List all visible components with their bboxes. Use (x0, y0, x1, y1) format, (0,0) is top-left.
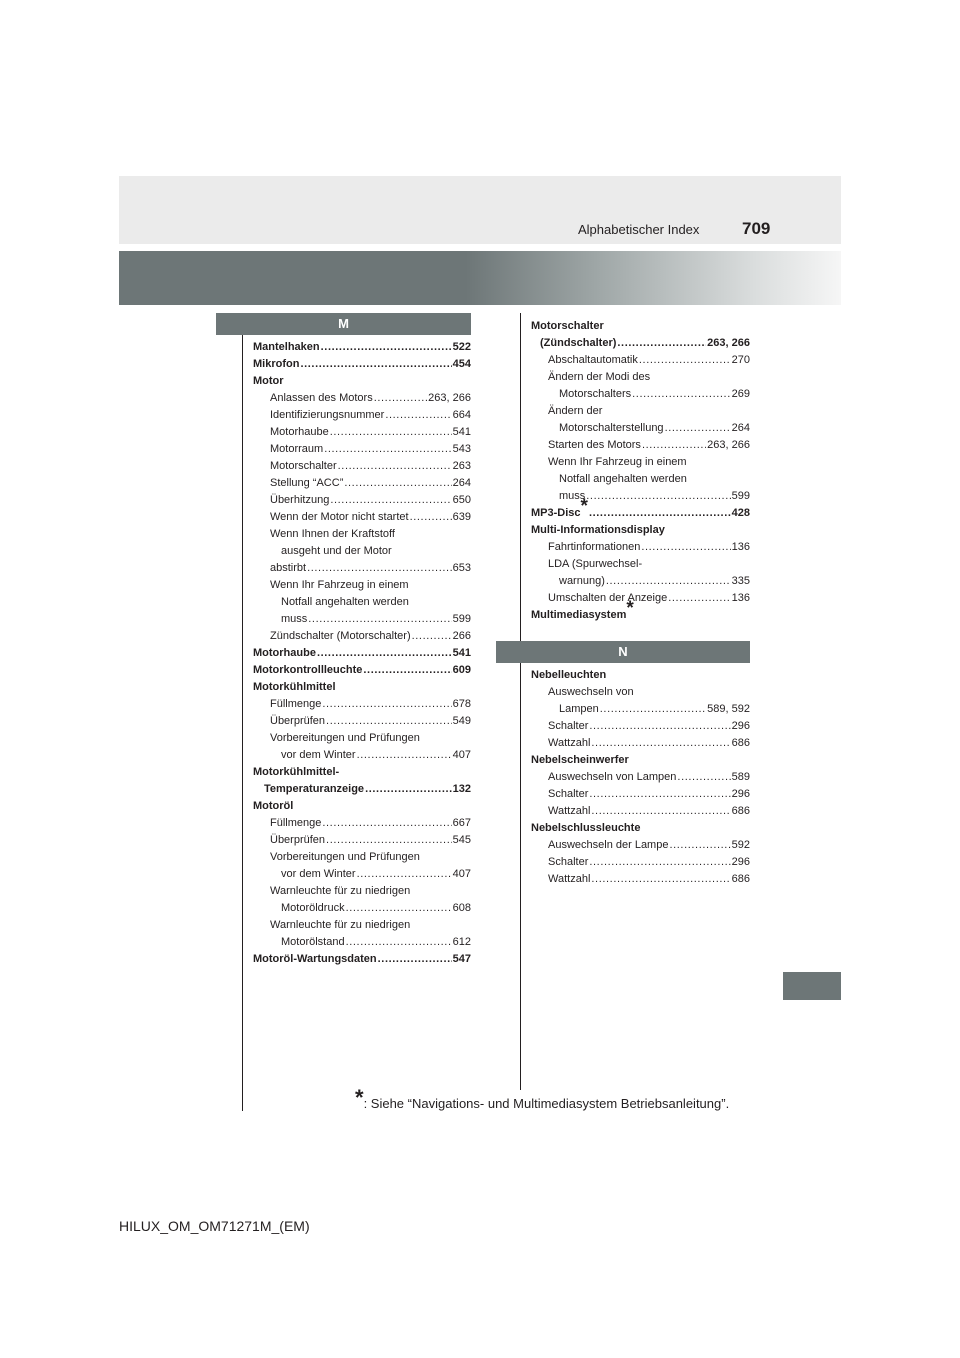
index-subentry[interactable]: warnung) ..... 335 (531, 573, 750, 590)
index-subentry[interactable]: muss ..... 599 (531, 488, 750, 505)
index-subentry-text: Vorbereitungen und Prüfungen (270, 851, 420, 863)
footnote-marker: * (626, 598, 634, 619)
index-subentry[interactable]: Umschalten der Anzeige ..... 136 (531, 590, 750, 607)
index-subentry[interactable]: Füllmenge ..... 667 (253, 815, 471, 832)
chapter-gradient-bar (119, 251, 841, 305)
index-subentry-text: Ändern der (548, 405, 603, 417)
footnote-star: * (355, 1085, 364, 1110)
header-title: Alphabetischer Index (578, 222, 700, 237)
index-subentry[interactable]: Schalter ..... 296 (531, 786, 750, 803)
index-subentry-text: Notfall angehalten werden (281, 596, 409, 608)
index-subentry-text: Notfall angehalten werden (559, 473, 687, 485)
index-subentry[interactable]: vor dem Winter ..... 407 (253, 866, 471, 883)
index-heading: Nebelschlussleuchte (531, 822, 641, 834)
index-subentry-text: Wenn Ihr Fahrzeug in einem (270, 579, 409, 591)
section-header-m: M (216, 313, 471, 335)
index-entry[interactable]: Mantelhaken ..... 522 (253, 339, 471, 356)
footnote-text: : Siehe “Navigations- und Multimediasystem Betriebsanleitung”. (363, 1096, 730, 1111)
index-heading: Nebelleuchten (531, 669, 607, 681)
index-subentry[interactable]: Überhitzung ..... 650 (253, 492, 471, 509)
index-heading: Nebelscheinwerfer (531, 754, 629, 766)
header-band (119, 176, 841, 244)
index-subentry[interactable]: vor dem Winter ..... 407 (253, 747, 471, 764)
index-subentry-text: Wenn Ihr Fahrzeug in einem (548, 456, 687, 468)
index-heading: Motorkühlmittel (253, 681, 336, 693)
index-heading: Motorschalter (531, 320, 604, 332)
index-subentry[interactable]: Wattzahl ..... 686 (531, 735, 750, 752)
index-subentry[interactable]: Zündschalter (Motorschalter) ..... 266 (253, 628, 471, 645)
index-subentry[interactable]: Füllmenge ..... 678 (253, 696, 471, 713)
index-subentry[interactable]: Stellung “ACC” ..... 264 (253, 475, 471, 492)
index-subentry[interactable]: Motoröldruck ..... 608 (253, 900, 471, 917)
index-subentry[interactable]: Wenn der Motor nicht startet ..... 639 (253, 509, 471, 526)
index-subentry[interactable]: Abschaltautomatik ..... 270 (531, 352, 750, 369)
index-subentry-text: Wenn Ihnen der Kraftstoff (270, 528, 395, 540)
index-subentry-text: Auswechseln von (548, 686, 634, 698)
index-subentry[interactable]: muss ..... 599 (253, 611, 471, 628)
index-subentry[interactable]: Wattzahl ..... 686 (531, 803, 750, 820)
index-subentry[interactable]: abstirbt ..... 653 (253, 560, 471, 577)
index-subentry[interactable]: Fahrtinformationen ..... 136 (531, 539, 750, 556)
index-subentry[interactable]: Motorschalter ..... 263 (253, 458, 471, 475)
index-subentry[interactable]: Auswechseln der Lampe ..... 592 (531, 837, 750, 854)
index-subentry[interactable]: Starten des Motors ..... 263, 266 (531, 437, 750, 454)
index-subentry[interactable]: Motorölstand ..... 612 (253, 934, 471, 951)
index-subentry[interactable]: Überprüfen ..... 549 (253, 713, 471, 730)
index-heading: Motoröl (253, 800, 294, 812)
page-number: 709 (742, 219, 771, 238)
center-column-rule (520, 313, 521, 1090)
index-subentry[interactable]: Identifizierungsnummer ..... 664 (253, 407, 471, 424)
index-column-left (253, 339, 471, 968)
footnote-marker: * (580, 496, 588, 517)
footnote (355, 1085, 730, 1111)
index-subentry-text: Warnleuchte für zu niedrigen (270, 885, 411, 897)
index-subentry[interactable]: Motorschalters ..... 269 (531, 386, 750, 403)
index-entry[interactable]: Mikrofon ..... 454 (253, 356, 471, 373)
index-entry[interactable]: Motoröl-Wartungsdaten ..... 547 (253, 951, 471, 968)
index-column-right-m (531, 318, 750, 624)
index-column-right-n (531, 667, 750, 888)
index-heading: Motorkühlmittel- (253, 766, 340, 778)
left-column-rule (242, 335, 243, 1111)
index-subentry[interactable]: Motorraum ..... 543 (253, 441, 471, 458)
index-entry[interactable]: MP3-Disc* ..... 428 (531, 505, 750, 522)
index-entry[interactable]: Motorkontrollleuchte ..... 609 (253, 662, 471, 679)
index-entry[interactable]: (Zündschalter) ..... 263, 266 (531, 335, 750, 352)
index-subentry[interactable]: Motorschalterstellung ..... 264 (531, 420, 750, 437)
index-subentry-text: ausgeht und der Motor (281, 545, 392, 557)
index-subentry[interactable]: Lampen ..... 589, 592 (531, 701, 750, 718)
index-subentry[interactable]: Wattzahl ..... 686 (531, 871, 750, 888)
index-subentry[interactable]: Motorhaube ..... 541 (253, 424, 471, 441)
index-entry[interactable]: Motorhaube ..... 541 (253, 645, 471, 662)
index-subentry[interactable]: Überprüfen ..... 545 (253, 832, 471, 849)
index-heading: Motor (253, 375, 284, 387)
index-subentry[interactable]: Schalter ..... 296 (531, 718, 750, 735)
index-entry[interactable]: Multimediasystem* (531, 598, 634, 621)
index-heading: Multi-Informationsdisplay (531, 524, 665, 536)
section-header-n: N (496, 641, 750, 663)
index-subentry-text: Warnleuchte für zu niedrigen (270, 919, 411, 931)
index-thumb-tab (783, 972, 841, 1000)
index-entry[interactable]: Temperaturanzeige ..... 132 (253, 781, 471, 798)
index-subentry-text: Vorbereitungen und Prüfungen (270, 732, 420, 744)
index-subentry[interactable]: Schalter ..... 296 (531, 854, 750, 871)
index-subentry[interactable]: Auswechseln von Lampen ..... 589 (531, 769, 750, 786)
index-subentry-text: LDA (Spurwechsel- (548, 558, 643, 570)
index-subentry-text: Ändern der Modi des (548, 371, 651, 383)
document-id: HILUX_OM_OM71271M_(EM) (119, 1218, 310, 1234)
index-subentry[interactable]: Anlassen des Motors ..... 263, 266 (253, 390, 471, 407)
